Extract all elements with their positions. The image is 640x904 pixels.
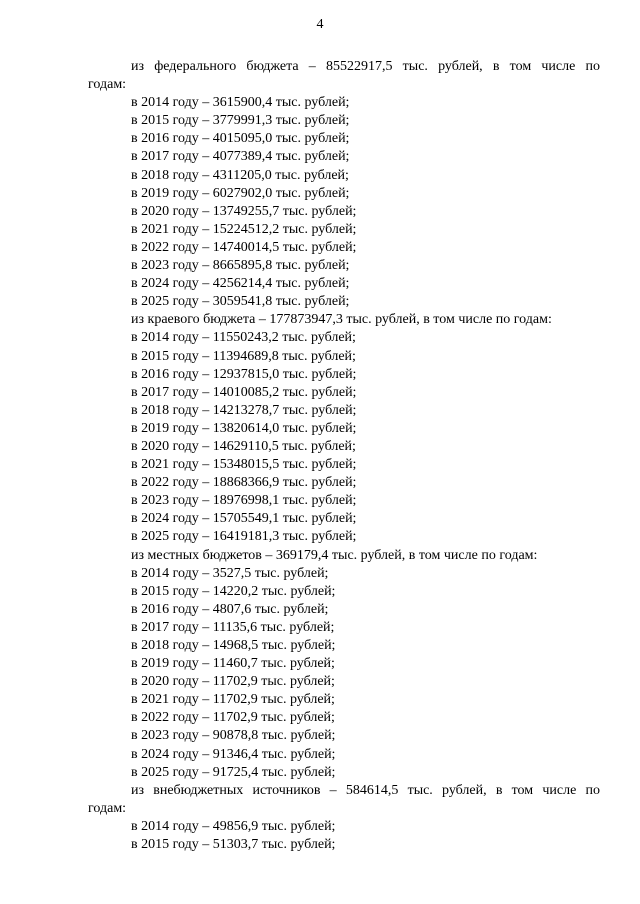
- funding-section: [88, 547, 600, 782]
- year-amount-line: в 2020 году – 13749255,7 тыс. рублей;: [131, 203, 357, 219]
- section-heading-text: из местных бюджетов – 369179,4 тыс. рублей, в том числе по годам:: [131, 547, 538, 563]
- section-heading: [88, 311, 600, 329]
- year-amount-line: в 2017 году – 14010085,2 тыс. рублей;: [131, 384, 357, 400]
- year-amount-line: в 2018 году – 14213278,7 тыс. рублей;: [131, 402, 357, 418]
- year-amount-line: в 2023 году – 8665895,8 тыс. рублей;: [131, 258, 350, 274]
- year-amount-line: в 2021 году – 15224512,2 тыс. рублей;: [131, 221, 357, 237]
- year-amount-line: в 2022 году – 14740014,5 тыс. рублей;: [131, 239, 357, 255]
- year-amount-line: в 2017 году – 11135,6 тыс. рублей;: [131, 619, 335, 635]
- funding-section: [88, 311, 600, 546]
- year-amount-line: в 2015 году – 51303,7 тыс. рублей;: [131, 837, 336, 853]
- section-heading-continuation: годам:: [88, 800, 127, 816]
- year-amount-line: в 2018 году – 14968,5 тыс. рублей;: [131, 638, 336, 653]
- section-heading-text: из федерального бюджета – 85522917,5 тыс. рублей, в том числе по: [131, 59, 600, 74]
- section-heading-text: из краевого бюджета – 177873947,3 тыс. рублей, в том числе по годам:: [131, 312, 552, 328]
- year-amount-line: в 2024 году – 15705549,1 тыс. рублей;: [131, 511, 357, 527]
- year-amount-line: в 2018 году – 4311205,0 тыс. рублей;: [131, 167, 349, 183]
- year-amount-line: в 2024 году – 4256214,4 тыс. рублей;: [131, 276, 350, 292]
- year-amount-line: в 2020 году – 11702,9 тыс. рублей;: [131, 674, 335, 690]
- year-amount-line: в 2019 году – 13820614,0 тыс. рублей;: [131, 420, 357, 436]
- year-amount-line: в 2014 году – 49856,9 тыс. рублей;: [131, 818, 336, 834]
- year-amount-line: в 2022 году – 18868366,9 тыс. рублей;: [131, 475, 357, 491]
- section-heading: [88, 547, 600, 565]
- year-amount-line: в 2019 году – 11460,7 тыс. рублей;: [131, 656, 335, 672]
- year-amount-line: в 2016 году – 4807,6 тыс. рублей;: [131, 601, 329, 617]
- year-amount-line: в 2020 году – 14629110,5 тыс. рублей;: [131, 438, 356, 454]
- funding-section: [88, 782, 600, 854]
- page-number: 4: [316, 17, 324, 32]
- year-amount-line: в 2021 году – 15348015,5 тыс. рублей;: [131, 457, 357, 473]
- funding-section: [88, 58, 600, 311]
- year-amount-line: в 2022 году – 11702,9 тыс. рублей;: [131, 710, 335, 726]
- year-amount-line: в 2015 году – 11394689,8 тыс. рублей;: [131, 348, 356, 364]
- year-amount-line: в 2014 году – 11550243,2 тыс. рублей;: [131, 330, 356, 346]
- section-heading: [88, 58, 600, 94]
- year-amount-line: в 2025 году – 3059541,8 тыс. рублей;: [131, 294, 350, 310]
- section-heading: [88, 782, 600, 818]
- year-amount-line: в 2023 году – 90878,8 тыс. рублей;: [131, 728, 336, 744]
- year-amount-line: в 2015 году – 3779991,3 тыс. рублей;: [131, 113, 350, 129]
- year-amount-line: в 2016 году – 4015095,0 тыс. рублей;: [131, 131, 350, 147]
- year-amount-line: в 2014 году – 3527,5 тыс. рублей;: [131, 565, 329, 581]
- document-body: [88, 58, 600, 854]
- section-heading-continuation: годам:: [88, 77, 127, 93]
- year-amount-line: в 2025 году – 16419181,3 тыс. рублей;: [131, 529, 357, 545]
- year-amount-line: в 2023 году – 18976998,1 тыс. рублей;: [131, 493, 357, 509]
- section-heading-text: из внебюджетных источников – 584614,5 тыс. рублей, в том числе по: [131, 782, 600, 798]
- year-amount-line: в 2017 году – 4077389,4 тыс. рублей;: [131, 149, 350, 165]
- year-amount-line: в 2021 году – 11702,9 тыс. рублей;: [131, 692, 335, 708]
- year-amount-line: в 2015 году – 14220,2 тыс. рублей;: [131, 583, 336, 599]
- year-amount-line: в 2025 году – 91725,4 тыс. рублей;: [131, 764, 336, 780]
- year-amount-line: в 2024 году – 91346,4 тыс. рублей;: [131, 746, 336, 762]
- year-amount-line: в 2014 году – 3615900,4 тыс. рублей;: [131, 95, 350, 111]
- year-amount-line: в 2019 году – 6027902,0 тыс. рублей;: [131, 185, 350, 201]
- year-amount-line: в 2016 году – 12937815,0 тыс. рублей;: [131, 366, 357, 382]
